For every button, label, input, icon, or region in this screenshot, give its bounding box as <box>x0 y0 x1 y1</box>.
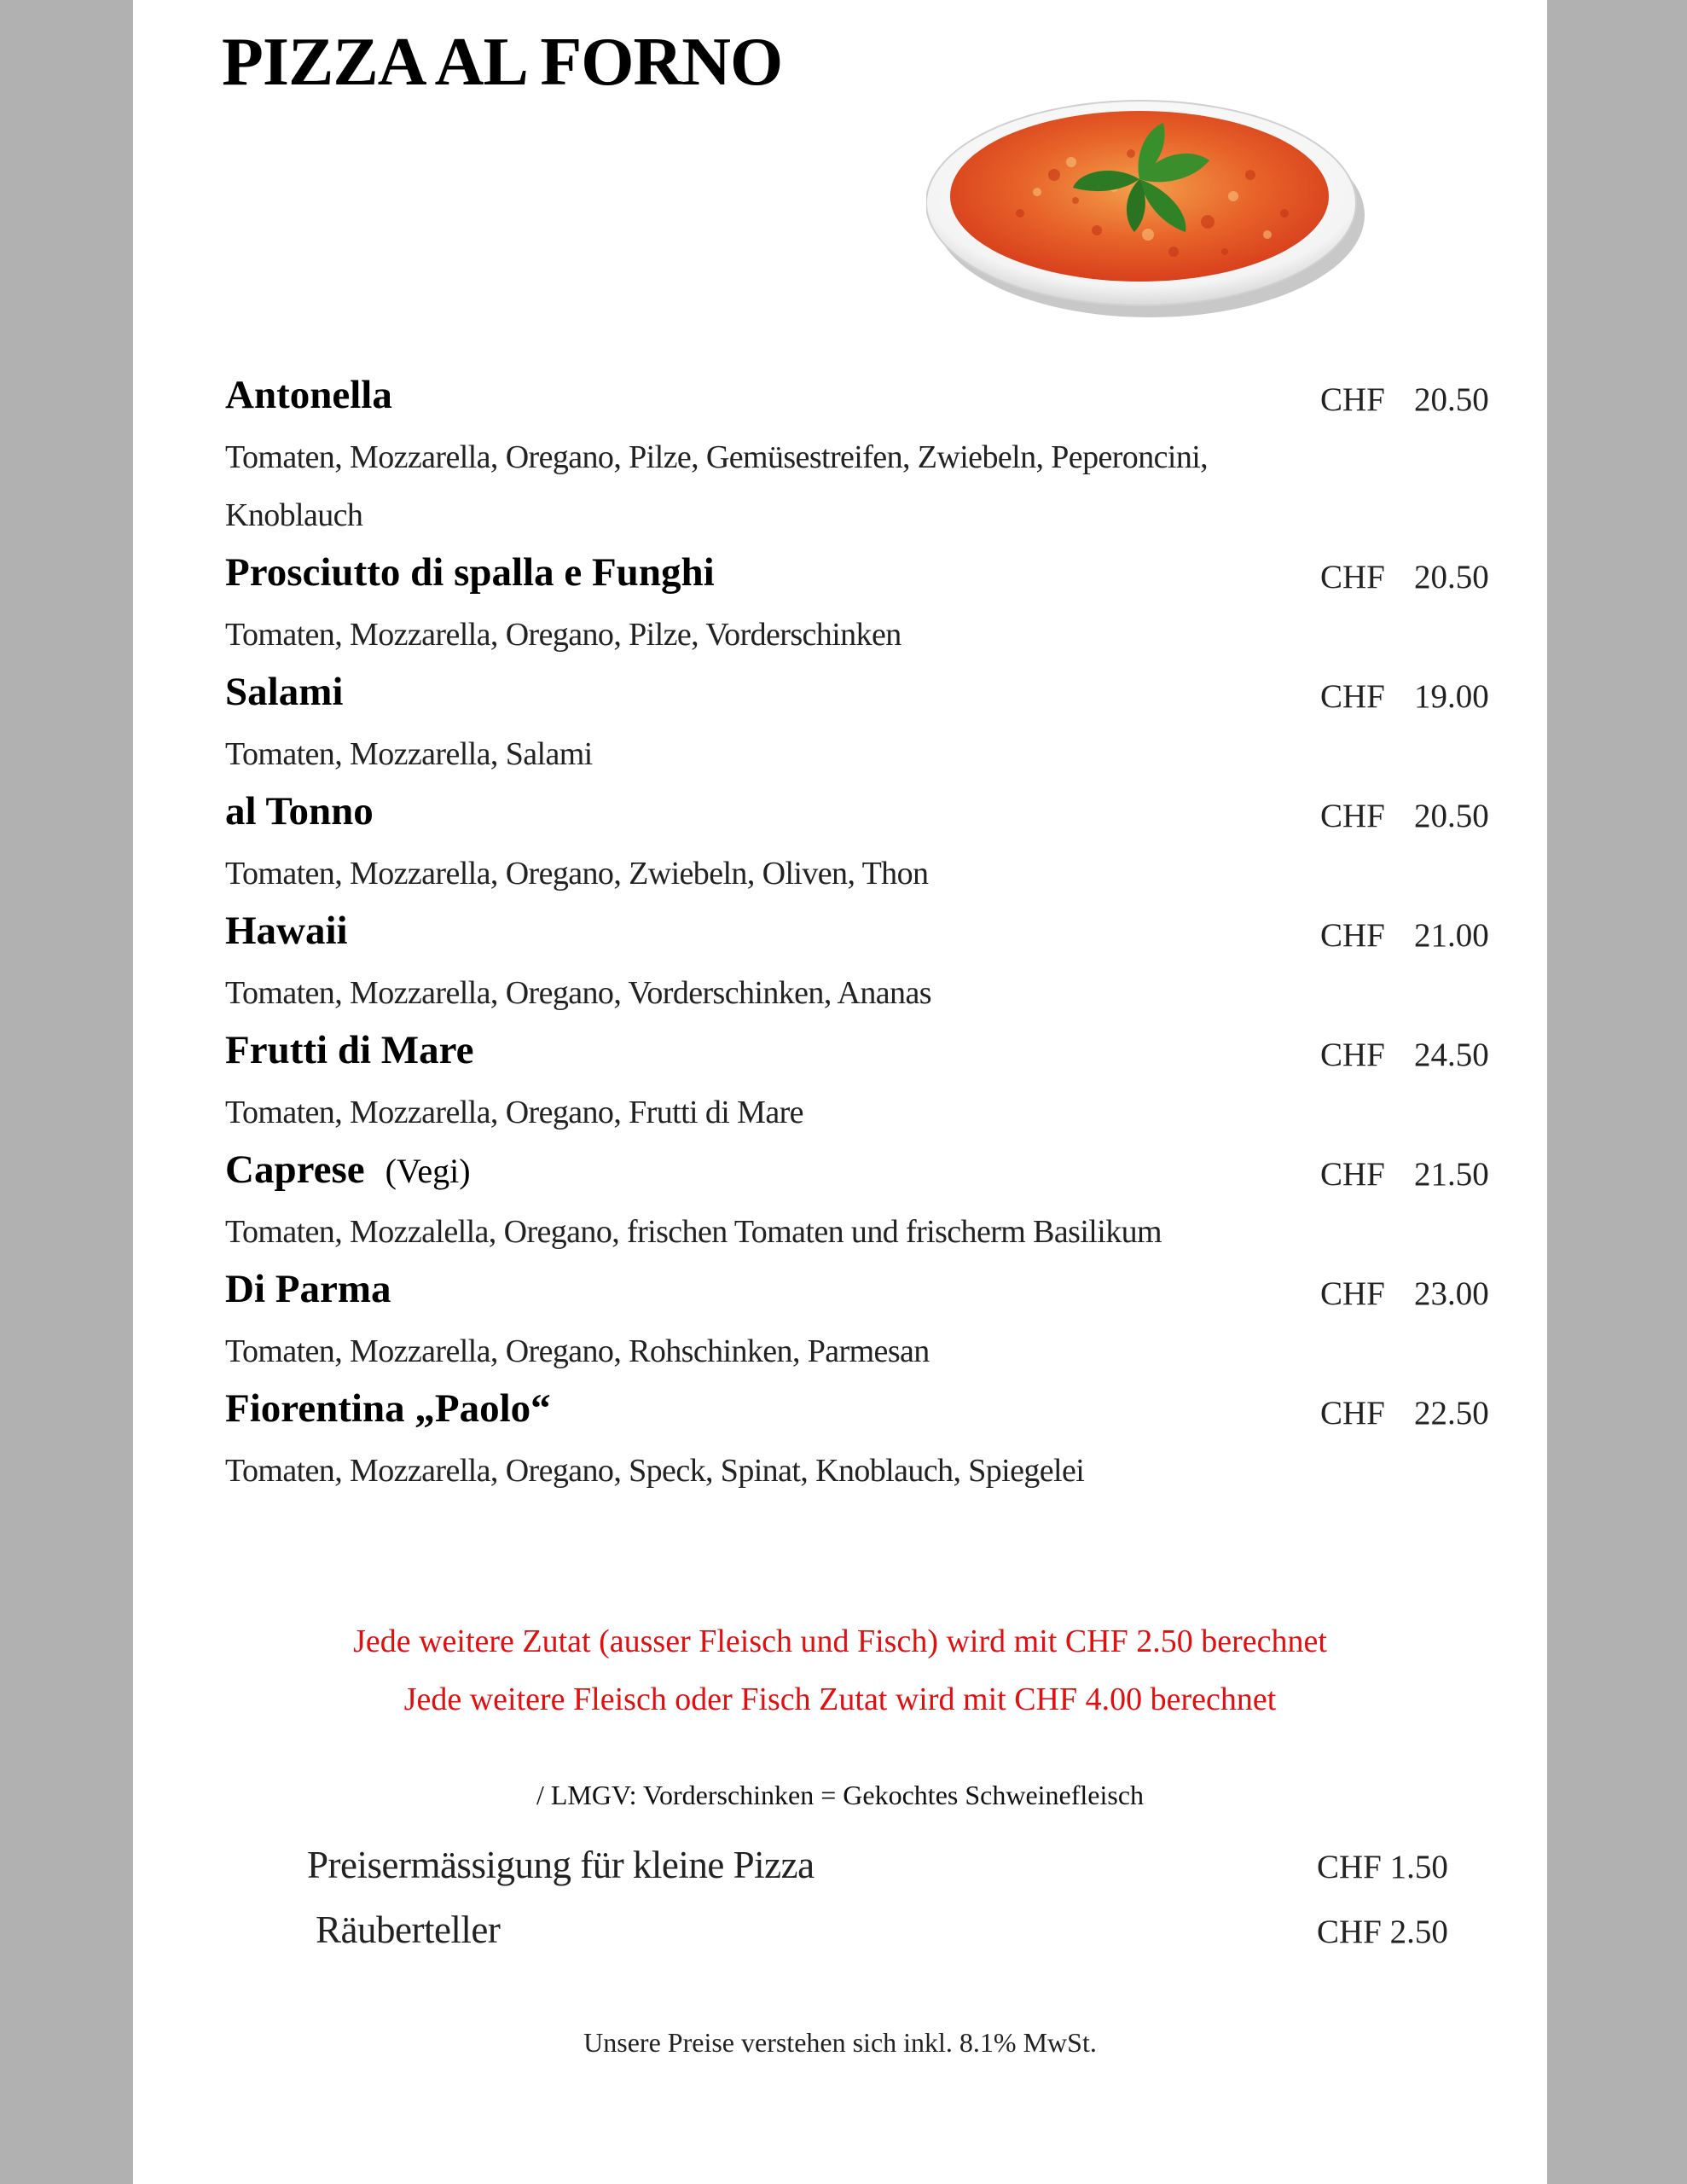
extra-row <box>307 1843 1448 1908</box>
item-description: Tomaten, Mozzalella, Oregano, frischen Tomaten und frischerm Basilikum <box>225 1214 1162 1250</box>
item-description: Tomaten, Mozzarella, Oregano, Frutti di Mare <box>225 1095 803 1130</box>
pizza-menu-list <box>225 367 1504 1500</box>
extra-label: Räuberteller <box>316 1908 501 1951</box>
menu-item <box>225 544 1504 664</box>
menu-item <box>225 1380 1504 1500</box>
menu-item <box>225 367 1504 544</box>
item-name: Di Parma <box>225 1267 391 1311</box>
item-price: CHF 20.50 <box>1320 559 1489 595</box>
item-description: Tomaten, Mozzarella, Oregano, Pilze, Vorderschinken <box>225 617 901 653</box>
lmgv-declaration: / LMGV: Vorderschinken = Gekochtes Schweinefleisch <box>536 1780 1145 1810</box>
item-name: Prosciutto di spalla e Funghi <box>225 550 715 595</box>
extras-list <box>307 1843 1448 1972</box>
item-description: Tomaten, Mozzarella, Oregano, Zwiebeln, Oliven, Thon <box>225 856 929 892</box>
item-price: CHF 22.50 <box>1320 1395 1489 1432</box>
item-price: CHF 20.50 <box>1320 798 1489 834</box>
item-description: Tomaten, Mozzarella, Salami <box>225 736 593 772</box>
item-price: CHF 24.50 <box>1320 1037 1489 1073</box>
item-name: al Tonno <box>225 789 374 834</box>
menu-item <box>225 1141 1504 1261</box>
extra-label: Preisermässigung für kleine Pizza <box>307 1844 815 1886</box>
item-price: CHF 23.00 <box>1320 1275 1489 1312</box>
item-price: CHF 19.00 <box>1320 678 1489 715</box>
item-description: Tomaten, Mozzarella, Oregano, Rohschinken, Parmesan <box>225 1333 930 1369</box>
surcharge-notes <box>133 1612 1547 1728</box>
extra-topping-note: Jede weitere Zutat (ausser Fleisch und Fisch) wird mit CHF 2.50 berechnet <box>353 1623 1327 1659</box>
extra-price: CHF 2.50 <box>1317 1914 1448 1950</box>
item-name: Frutti di Mare <box>225 1028 474 1072</box>
menu-item <box>225 903 1504 1022</box>
item-name: Antonella <box>225 373 392 417</box>
item-name: Hawaii <box>225 909 348 953</box>
extra-meat-fish-note: Jede weitere Fleisch oder Fisch Zutat wird mit CHF 4.00 berechnet <box>403 1682 1277 1717</box>
item-name: Salami <box>225 670 344 714</box>
item-description: Tomaten, Mozzarella, Oregano, Pilze, Gemüsestreifen, Zwiebeln, Peperoncini, Knoblauch <box>225 439 1209 533</box>
page-title: PIZZA AL FORNO <box>222 25 783 100</box>
item-price: CHF 20.50 <box>1320 381 1489 418</box>
item-name: Fiorentina „Paolo“ <box>225 1386 551 1431</box>
item-price: CHF 21.50 <box>1320 1156 1489 1193</box>
menu-item <box>225 783 1504 903</box>
menu-page <box>133 0 1547 2184</box>
menu-item <box>225 664 1504 783</box>
item-price: CHF 21.00 <box>1320 917 1489 954</box>
vat-footer: Unsere Preise verstehen sich inkl. 8.1% MwSt. <box>583 2027 1097 2058</box>
menu-item <box>225 1261 1504 1380</box>
item-description: Tomaten, Mozzarella, Oregano, Vorderschinken, Ananas <box>225 975 931 1011</box>
vegi-note: (Vegi) <box>385 1152 471 1190</box>
item-name: Caprese (Vegi) <box>225 1147 471 1192</box>
menu-item <box>225 1022 1504 1141</box>
extra-row <box>307 1908 1448 1972</box>
item-description: Tomaten, Mozzarella, Oregano, Speck, Spinat, Knoblauch, Spiegelei <box>225 1453 1085 1489</box>
extra-price: CHF 1.50 <box>1317 1849 1448 1885</box>
pizza-image <box>926 94 1370 324</box>
